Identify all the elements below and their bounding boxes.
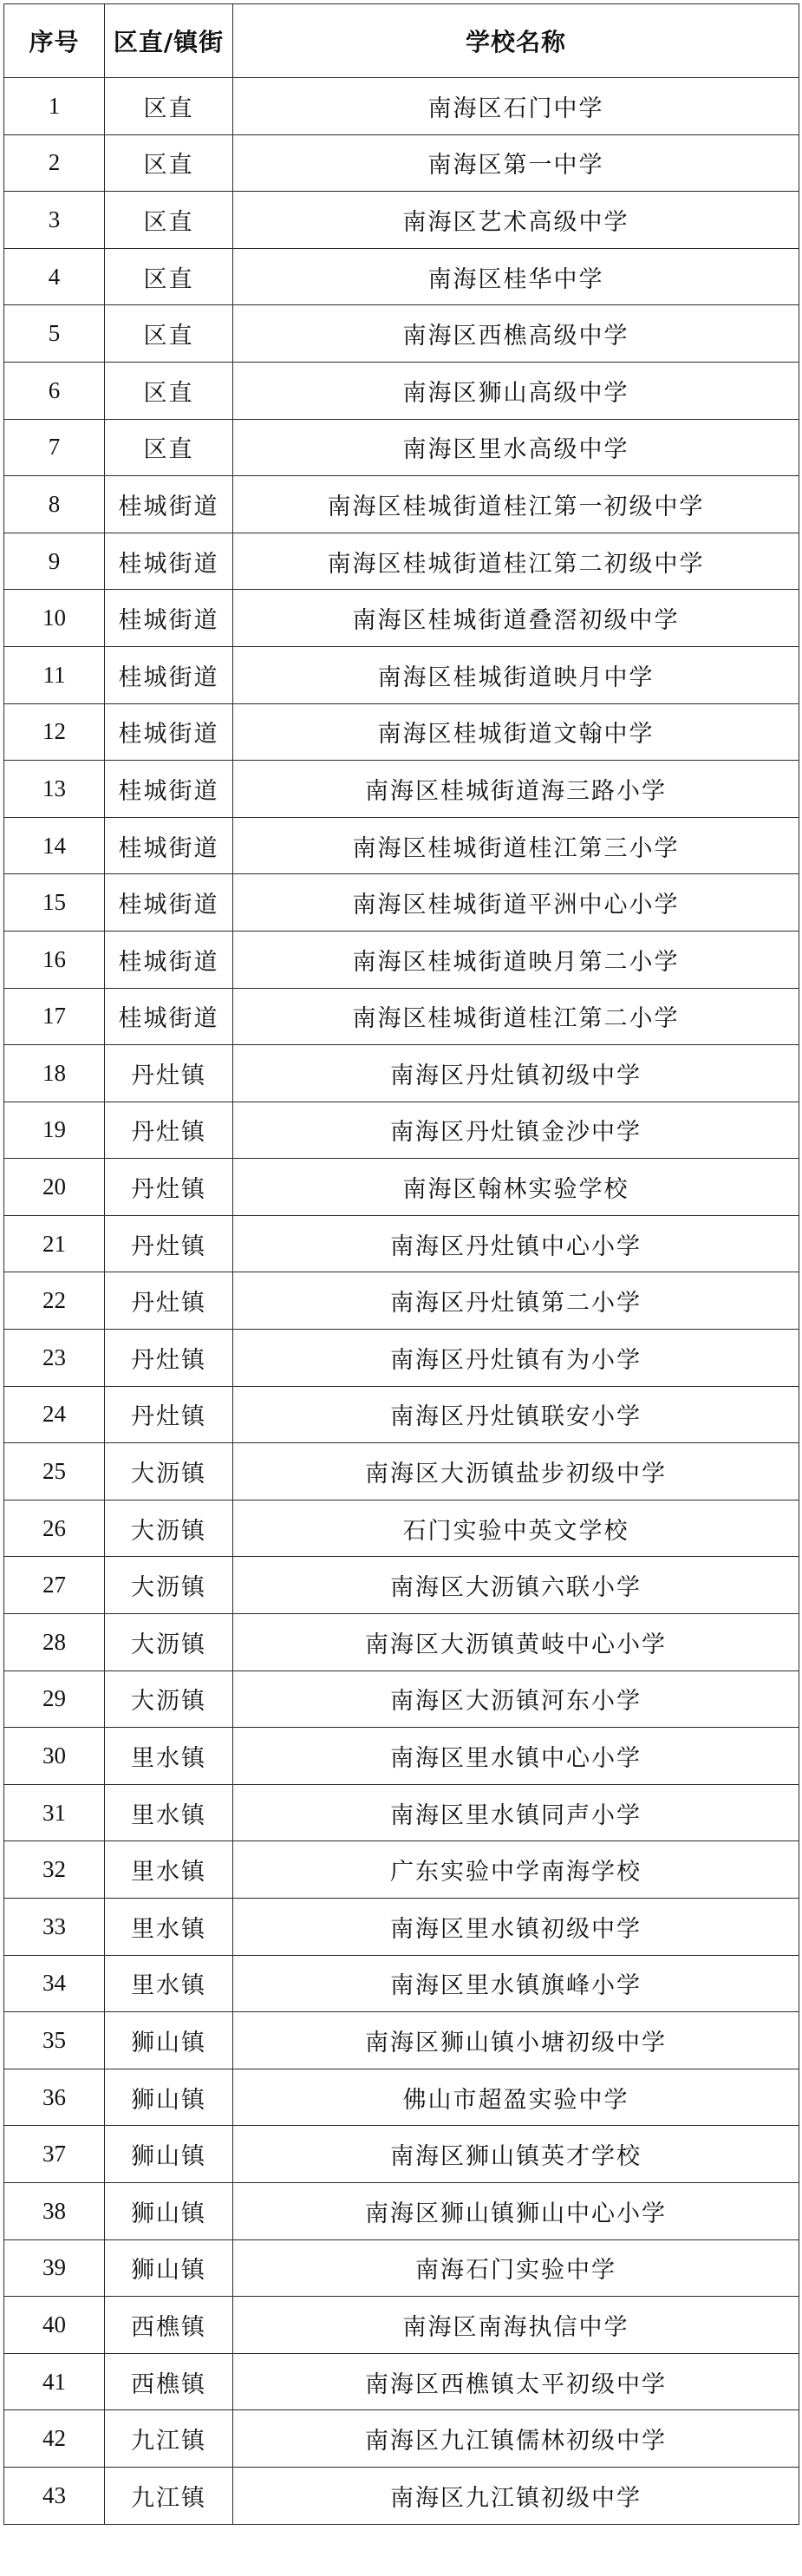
cell-school-name: 南海区丹灶镇金沙中学: [233, 1102, 799, 1159]
table-row: [4, 1500, 799, 1557]
cell-district-town: 丹灶镇: [105, 1272, 233, 1330]
cell-district-town: 桂城街道: [105, 931, 233, 988]
cell-serial-number: 1: [4, 78, 105, 135]
cell-serial-number: 32: [4, 1841, 105, 1899]
table-row: [4, 2239, 799, 2297]
cell-district-town: 桂城街道: [105, 761, 233, 818]
table-row: [4, 305, 799, 363]
cell-district-town: 区直: [105, 248, 233, 305]
cell-district-town: 丹灶镇: [105, 1045, 233, 1102]
cell-school-name: 南海区里水镇初级中学: [233, 1899, 799, 1956]
table-row: [4, 817, 799, 874]
cell-serial-number: 19: [4, 1102, 105, 1159]
table-row: [4, 1728, 799, 1785]
cell-district-town: 大沥镇: [105, 1614, 233, 1671]
cell-serial-number: 26: [4, 1500, 105, 1557]
cell-school-name: 佛山市超盈实验中学: [233, 2069, 799, 2126]
cell-district-town: 桂城街道: [105, 817, 233, 874]
table-row: [4, 1614, 799, 1671]
cell-serial-number: 30: [4, 1728, 105, 1785]
cell-serial-number: 9: [4, 533, 105, 590]
cell-serial-number: 31: [4, 1784, 105, 1841]
cell-district-town: 桂城街道: [105, 646, 233, 703]
cell-serial-number: 33: [4, 1899, 105, 1956]
cell-school-name: 南海区狮山高级中学: [233, 362, 799, 419]
cell-school-name: 南海区桂城街道桂江第三小学: [233, 817, 799, 874]
cell-serial-number: 39: [4, 2239, 105, 2297]
cell-school-name: 南海区里水镇中心小学: [233, 1728, 799, 1785]
cell-serial-number: 12: [4, 703, 105, 761]
school-list-document: [3, 3, 799, 2525]
table-row: [4, 419, 799, 476]
cell-school-name: 南海区里水镇旗峰小学: [233, 1955, 799, 2012]
cell-district-town: 里水镇: [105, 1728, 233, 1785]
cell-district-town: 丹灶镇: [105, 1215, 233, 1272]
table-row: [4, 362, 799, 419]
table-row: [4, 761, 799, 818]
cell-school-name: 石门实验中英文学校: [233, 1500, 799, 1557]
cell-serial-number: 25: [4, 1443, 105, 1500]
cell-serial-number: 17: [4, 988, 105, 1045]
cell-serial-number: 43: [4, 2467, 105, 2524]
cell-school-name: 南海区桂城街道映月第二小学: [233, 931, 799, 988]
cell-district-town: 丹灶镇: [105, 1102, 233, 1159]
cell-school-name: 南海区里水镇同声小学: [233, 1784, 799, 1841]
cell-district-town: 里水镇: [105, 1899, 233, 1956]
cell-district-town: 区直: [105, 192, 233, 249]
school-table: [3, 3, 799, 2525]
cell-district-town: 桂城街道: [105, 703, 233, 761]
table-row: [4, 874, 799, 932]
header-district-town: 区直/镇街: [105, 4, 233, 78]
table-row: [4, 2297, 799, 2354]
cell-district-town: 桂城街道: [105, 590, 233, 647]
cell-district-town: 里水镇: [105, 1955, 233, 2012]
cell-district-town: 大沥镇: [105, 1443, 233, 1500]
cell-serial-number: 38: [4, 2182, 105, 2239]
cell-serial-number: 36: [4, 2069, 105, 2126]
cell-serial-number: 18: [4, 1045, 105, 1102]
cell-school-name: 南海区狮山镇英才学校: [233, 2126, 799, 2183]
cell-serial-number: 40: [4, 2297, 105, 2354]
cell-serial-number: 14: [4, 817, 105, 874]
cell-district-town: 区直: [105, 134, 233, 192]
cell-school-name: 南海区九江镇初级中学: [233, 2467, 799, 2524]
table-row: [4, 1102, 799, 1159]
table-row: [4, 192, 799, 249]
table-row: [4, 1784, 799, 1841]
table-row: [4, 1159, 799, 1216]
table-row: [4, 1443, 799, 1500]
cell-school-name: 南海区桂城街道桂江第二初级中学: [233, 533, 799, 590]
table-row: [4, 988, 799, 1045]
table-row: [4, 1841, 799, 1899]
cell-serial-number: 35: [4, 2012, 105, 2069]
cell-school-name: 南海区狮山镇狮山中心小学: [233, 2182, 799, 2239]
cell-district-town: 狮山镇: [105, 2012, 233, 2069]
cell-school-name: 南海区艺术高级中学: [233, 192, 799, 249]
cell-district-town: 大沥镇: [105, 1500, 233, 1557]
cell-serial-number: 29: [4, 1670, 105, 1728]
cell-serial-number: 16: [4, 931, 105, 988]
cell-school-name: 南海石门实验中学: [233, 2239, 799, 2297]
cell-school-name: 南海区大沥镇河东小学: [233, 1670, 799, 1728]
cell-serial-number: 4: [4, 248, 105, 305]
cell-district-town: 桂城街道: [105, 533, 233, 590]
cell-school-name: 南海区九江镇儒林初级中学: [233, 2410, 799, 2468]
cell-district-town: 桂城街道: [105, 476, 233, 533]
cell-district-town: 狮山镇: [105, 2239, 233, 2297]
cell-school-name: 南海区桂城街道海三路小学: [233, 761, 799, 818]
cell-district-town: 大沥镇: [105, 1670, 233, 1728]
cell-serial-number: 23: [4, 1330, 105, 1387]
cell-school-name: 南海区西樵镇太平初级中学: [233, 2353, 799, 2410]
cell-school-name: 南海区翰林实验学校: [233, 1159, 799, 1216]
table-body: [4, 78, 799, 2525]
table-row: [4, 2182, 799, 2239]
table-row: [4, 1955, 799, 2012]
cell-school-name: 南海区桂城街道桂江第一初级中学: [233, 476, 799, 533]
cell-school-name: 南海区丹灶镇有为小学: [233, 1330, 799, 1387]
cell-serial-number: 2: [4, 134, 105, 192]
cell-district-town: 桂城街道: [105, 988, 233, 1045]
table-row: [4, 590, 799, 647]
cell-school-name: 南海区桂城街道映月中学: [233, 646, 799, 703]
cell-district-town: 丹灶镇: [105, 1386, 233, 1443]
table-row: [4, 703, 799, 761]
cell-serial-number: 5: [4, 305, 105, 363]
table-row: [4, 2410, 799, 2468]
cell-district-town: 九江镇: [105, 2410, 233, 2468]
cell-school-name: 南海区南海执信中学: [233, 2297, 799, 2354]
header-serial-number: 序号: [4, 4, 105, 78]
cell-school-name: 南海区狮山镇小塘初级中学: [233, 2012, 799, 2069]
cell-district-town: 丹灶镇: [105, 1159, 233, 1216]
cell-school-name: 南海区丹灶镇中心小学: [233, 1215, 799, 1272]
cell-school-name: 南海区丹灶镇联安小学: [233, 1386, 799, 1443]
cell-school-name: 南海区第一中学: [233, 134, 799, 192]
cell-district-town: 区直: [105, 419, 233, 476]
cell-serial-number: 20: [4, 1159, 105, 1216]
table-row: [4, 248, 799, 305]
cell-serial-number: 21: [4, 1215, 105, 1272]
cell-district-town: 西樵镇: [105, 2353, 233, 2410]
cell-district-town: 区直: [105, 305, 233, 363]
table-row: [4, 1670, 799, 1728]
cell-serial-number: 10: [4, 590, 105, 647]
cell-district-town: 里水镇: [105, 1784, 233, 1841]
table-row: [4, 1330, 799, 1387]
cell-school-name: 南海区丹灶镇第二小学: [233, 1272, 799, 1330]
table-row: [4, 2353, 799, 2410]
cell-serial-number: 13: [4, 761, 105, 818]
cell-school-name: 广东实验中学南海学校: [233, 1841, 799, 1899]
table-row: [4, 1899, 799, 1956]
table-row: [4, 134, 799, 192]
table-row: [4, 646, 799, 703]
cell-serial-number: 42: [4, 2410, 105, 2468]
cell-district-town: 区直: [105, 362, 233, 419]
cell-district-town: 大沥镇: [105, 1557, 233, 1614]
table-header-row: [4, 4, 799, 78]
cell-school-name: 南海区大沥镇六联小学: [233, 1557, 799, 1614]
cell-district-town: 九江镇: [105, 2467, 233, 2524]
cell-serial-number: 7: [4, 419, 105, 476]
cell-school-name: 南海区丹灶镇初级中学: [233, 1045, 799, 1102]
cell-serial-number: 15: [4, 874, 105, 932]
table-row: [4, 1557, 799, 1614]
cell-serial-number: 28: [4, 1614, 105, 1671]
cell-school-name: 南海区里水高级中学: [233, 419, 799, 476]
cell-district-town: 桂城街道: [105, 874, 233, 932]
cell-school-name: 南海区大沥镇黄岐中心小学: [233, 1614, 799, 1671]
cell-serial-number: 24: [4, 1386, 105, 1443]
cell-school-name: 南海区桂城街道叠滘初级中学: [233, 590, 799, 647]
cell-serial-number: 3: [4, 192, 105, 249]
table-row: [4, 533, 799, 590]
cell-school-name: 南海区大沥镇盐步初级中学: [233, 1443, 799, 1500]
table-row: [4, 1272, 799, 1330]
cell-school-name: 南海区桂华中学: [233, 248, 799, 305]
table-row: [4, 2126, 799, 2183]
cell-serial-number: 37: [4, 2126, 105, 2183]
table-row: [4, 476, 799, 533]
cell-school-name: 南海区桂城街道文翰中学: [233, 703, 799, 761]
cell-school-name: 南海区石门中学: [233, 78, 799, 135]
cell-school-name: 南海区桂城街道平洲中心小学: [233, 874, 799, 932]
cell-school-name: 南海区桂城街道桂江第二小学: [233, 988, 799, 1045]
cell-district-town: 里水镇: [105, 1841, 233, 1899]
cell-district-town: 区直: [105, 78, 233, 135]
cell-district-town: 狮山镇: [105, 2182, 233, 2239]
cell-district-town: 西樵镇: [105, 2297, 233, 2354]
cell-serial-number: 11: [4, 646, 105, 703]
cell-district-town: 狮山镇: [105, 2126, 233, 2183]
table-row: [4, 1215, 799, 1272]
table-row: [4, 2012, 799, 2069]
table-row: [4, 2069, 799, 2126]
cell-serial-number: 34: [4, 1955, 105, 2012]
cell-serial-number: 6: [4, 362, 105, 419]
table-row: [4, 1045, 799, 1102]
table-row: [4, 78, 799, 135]
cell-serial-number: 8: [4, 476, 105, 533]
cell-serial-number: 22: [4, 1272, 105, 1330]
cell-district-town: 狮山镇: [105, 2069, 233, 2126]
table-row: [4, 931, 799, 988]
header-school-name: 学校名称: [233, 4, 799, 78]
cell-serial-number: 41: [4, 2353, 105, 2410]
table-row: [4, 1386, 799, 1443]
cell-district-town: 丹灶镇: [105, 1330, 233, 1387]
cell-school-name: 南海区西樵高级中学: [233, 305, 799, 363]
table-row: [4, 2467, 799, 2524]
cell-serial-number: 27: [4, 1557, 105, 1614]
